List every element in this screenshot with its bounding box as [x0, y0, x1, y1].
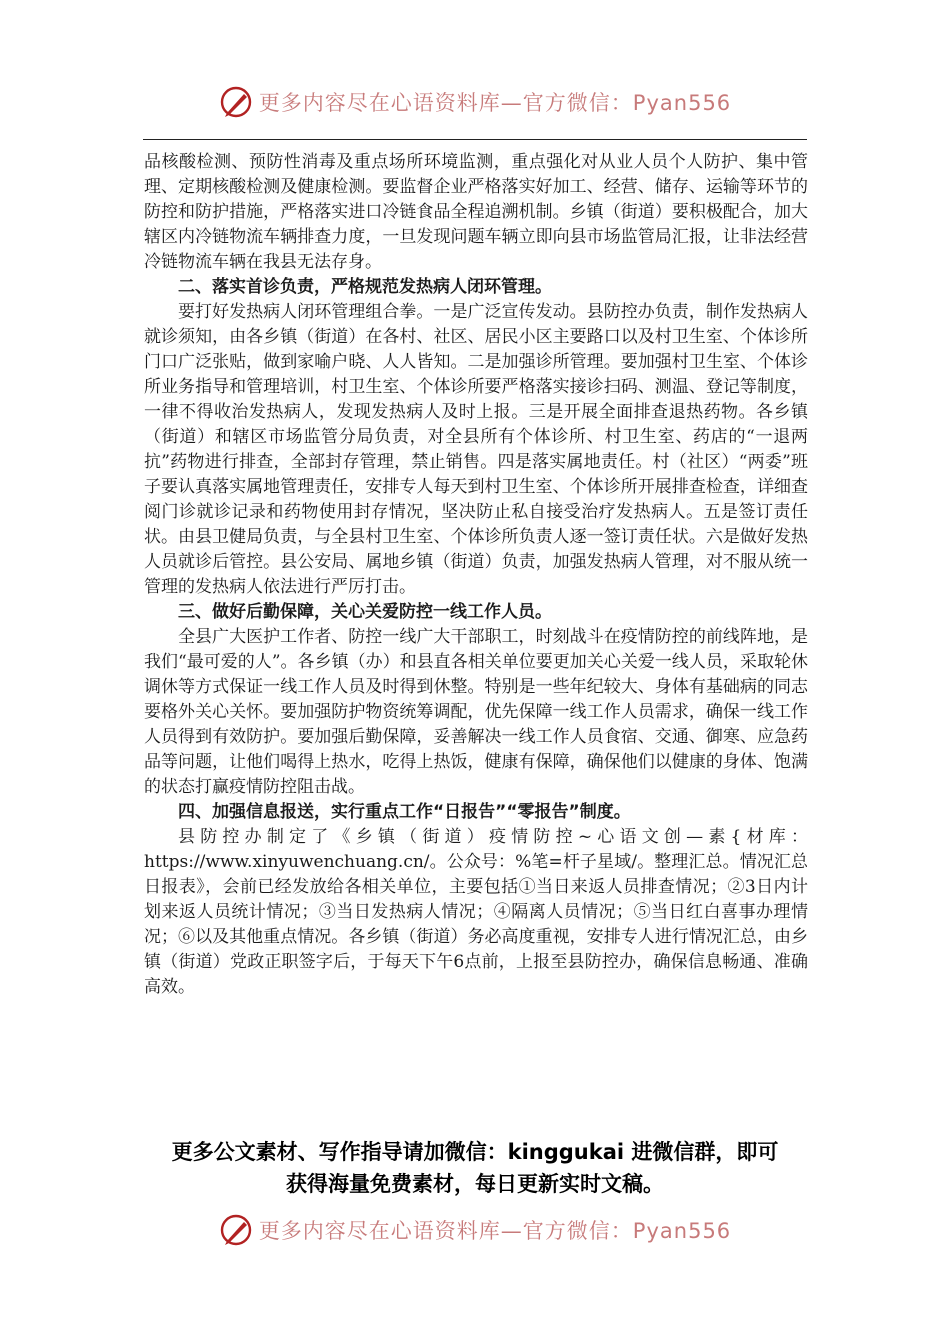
header-divider: [143, 139, 807, 140]
promo-block: [0, 1136, 950, 1200]
brush-logo-icon: [219, 1213, 253, 1247]
body-paragraph: 县防控办制定了《乡镇（街道）疫情防控~心语文创—素{材库：https://www.xinyuwenchuang.cn/。公众号：%笔=杆子星域/。整理汇总。情况汇总日报表》，会前已经发放给各相关单位，主要包括①当日来返人员排查情况；②3日内计划来返人员统计情况；③当日发热病人情况；④隔离人员情况；⑤当日红白喜事办理情况；⑥以及其他重点情况。各乡镇（街道）务必高度重视，安排专人进行情况汇总，由乡镇（街道）党政正职签字后，于每天下午6点前，上报至县防控办，确保信息畅通、准确高效。: [144, 827, 808, 997]
promo-line-1: 更多公文素材、写作指导请加微信：kinggukai 进微信群，即可: [171, 1140, 779, 1164]
body-paragraph: 全县广大医护工作者、防控一线广大干部职工，时刻战斗在疫情防控的前线阵地，是我们“最可爱的人”。各乡镇（办）和县直各相关单位要更加关心关爱一线人员，采取轮休调休等方式保证一线工作人员及时得到休整。特别是一些年纪较大、身体有基础病的同志要格外关心关怀。要加强防护物资统筹调配，优先保障一线工作人员需求，确保一线工作人员得到有效防护。要加强后勤保障，妥善解决一线工作人员食宿、交通、御寒、应急药品等问题，让他们喝得上热水，吃得上热饭，健康有保障，确保他们以健康的身体、饱满的状态打赢疫情防控阻击战。: [144, 627, 808, 797]
section-heading: 四、加强信息报送，实行重点工作“日报告”“零报告”制度。: [178, 802, 631, 822]
section-heading: 二、落实首诊负责，严格规范发热病人闭环管理。: [178, 277, 552, 297]
promo-line-2: 获得海量免费素材，每日更新实时文稿。: [286, 1172, 664, 1196]
body-paragraph: 品核酸检测、预防性消毒及重点场所环境监测，重点强化对从业人员个人防护、集中管理、定期核酸检测及健康检测。要监督企业严格落实好加工、经营、储存、运输等环节的防控和防护措施，严格落实进口冷链食品全程追溯机制。乡镇（街道）要积极配合，加大辖区内冷链物流车辆排查力度，一旦发现问题车辆立即向县市场监管局汇报，让非法经营冷链物流车辆在我县无法存身。: [144, 152, 808, 272]
brush-logo-icon: [219, 85, 253, 119]
body-paragraph: 要打好发热病人闭环管理组合拳。一是广泛宣传发动。县防控办负责，制作发热病人就诊须知，由各乡镇（街道）在各村、社区、居民小区主要路口以及村卫生室、个体诊所门口广泛张贴，做到家喻户晓、人人皆知。二是加强诊所管理。要加强村卫生室、个体诊所业务指导和管理培训，村卫生室、个体诊所要严格落实接诊扫码、测温、登记等制度，一律不得收治发热病人，发现发热病人及时上报。三是开展全面排查退热药物。各乡镇（街道）和辖区市场监管分局负责，对全县所有个体诊所、村卫生室、药店的“一退两抗”药物进行排查，全部封存管理，禁止销售。四是落实属地责任。村（社区）“两委”班子要认真落实属地管理责任，安排专人每天到村卫生室、个体诊所开展排查检查，详细查阅门诊就诊记录和药物使用封存情况，坚决防止私自接受治疗发热病人。五是签订责任状。由县卫健局负责，与全县村卫生室、个体诊所负责人逐一签订责任状。六是做好发热人员就诊后管控。县公安局、属地乡镇（街道）负责，加强发热病人管理，对不服从统一管理的发热病人依法进行严厉打击。: [144, 302, 808, 597]
document-body: [144, 150, 808, 1000]
header-banner-text: 更多内容尽在心语资料库—官方微信：Pyan556: [258, 91, 732, 115]
header-banner: [0, 82, 950, 122]
footer-banner: [0, 1210, 950, 1250]
footer-banner-text: 更多内容尽在心语资料库—官方微信：Pyan556: [258, 1219, 732, 1243]
section-heading: 三、做好后勤保障，关心关爱防控一线工作人员。: [178, 602, 552, 622]
